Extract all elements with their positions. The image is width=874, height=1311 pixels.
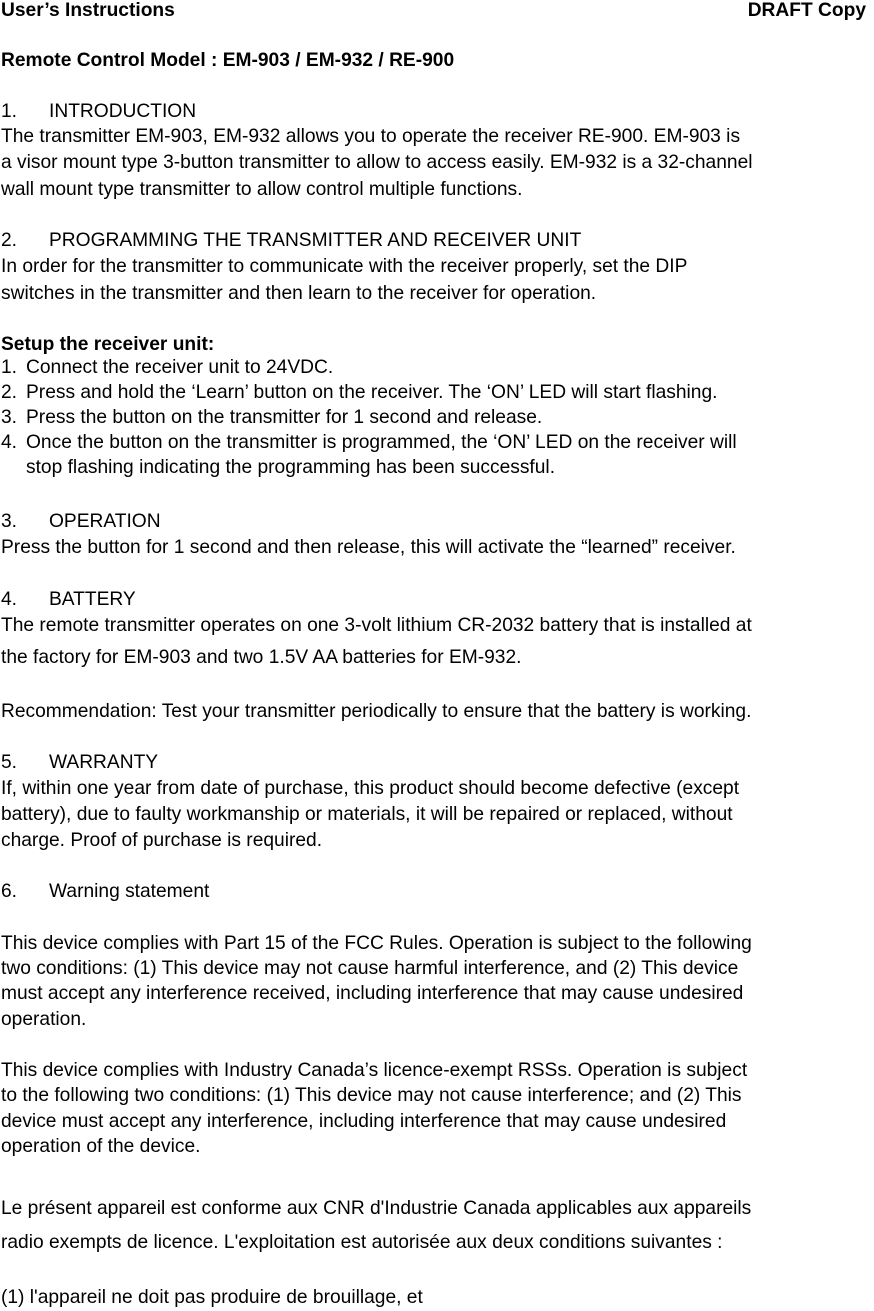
section-heading-battery xyxy=(1,588,136,612)
list-number: 1. xyxy=(1,357,18,378)
paragraph-line: Press the button for 1 second and then release, this will activate the “learned” receiver. xyxy=(1,537,736,558)
section-heading-programming xyxy=(1,229,581,253)
section-heading-operation xyxy=(1,510,161,534)
list-number: 2. xyxy=(1,382,18,403)
paragraph-line: The remote transmitter operates on one 3-volt lithium CR-2032 battery that is installed at xyxy=(1,615,752,636)
paragraph-line: This device complies with Industry Canada’s licence-exempt RSSs. Operation is subject xyxy=(1,1060,748,1081)
paragraph-line: switches in the transmitter and then learn to the receiver for operation. xyxy=(1,283,597,304)
paragraph-line: operation. xyxy=(1,1009,87,1030)
section-number: 5. xyxy=(1,752,18,773)
section-title: Warning statement xyxy=(49,881,210,902)
list-text: Press the button on the transmitter for 1 second and release. xyxy=(26,407,543,428)
section-number: 1. xyxy=(1,101,18,122)
paragraph-line: operation of the device. xyxy=(1,1136,201,1157)
model-line: Remote Control Model : EM-903 / EM-932 / RE-900 xyxy=(1,50,455,71)
section-heading-introduction xyxy=(1,100,196,124)
paragraph-line: a visor mount type 3-button transmitter to allow to access easily. EM-932 is a 32-channel xyxy=(1,152,753,173)
section-number: 6. xyxy=(1,881,18,902)
list-item xyxy=(1,381,717,405)
section-title: PROGRAMMING THE TRANSMITTER AND RECEIVER UNIT xyxy=(49,230,582,251)
paragraph-line: to the following two conditions: (1) This device may not cause interference; and (2) This xyxy=(1,1085,742,1106)
paragraph-line: The transmitter EM-903, EM-932 allows you to operate the receiver RE-900. EM-903 is xyxy=(1,126,741,147)
paragraph-line: radio exempts de licence. L'exploitation est autorisée aux deux conditions suivantes : xyxy=(1,1232,723,1253)
paragraph-line: device must accept any interference, including interference that may cause undesired xyxy=(1,1111,727,1132)
section-title: WARRANTY xyxy=(49,752,159,773)
list-item xyxy=(1,356,333,380)
list-item xyxy=(1,406,542,430)
paragraph-line: This device complies with Part 15 of the FCC Rules. Operation is subject to the following xyxy=(1,933,752,954)
list-item xyxy=(1,431,737,455)
section-title: BATTERY xyxy=(49,589,136,610)
paragraph-line: charge. Proof of purchase is required. xyxy=(1,830,323,851)
paragraph-line: wall mount type transmitter to allow control multiple functions. xyxy=(1,179,523,200)
list-number: 3. xyxy=(1,407,18,428)
section-heading-warning xyxy=(1,880,209,904)
paragraph-line: If, within one year from date of purchase, this product should become defective (except xyxy=(1,778,740,799)
header-title: User’s Instructions xyxy=(1,0,175,21)
section-title: OPERATION xyxy=(49,511,161,532)
section-title: INTRODUCTION xyxy=(49,101,197,122)
list-item-continuation: stop flashing indicating the programming has been successful. xyxy=(26,457,556,478)
paragraph-line: Le présent appareil est conforme aux CNR d'Industrie Canada applicables aux appareils xyxy=(1,1198,752,1219)
paragraph-line: In order for the transmitter to communicate with the receiver properly, set the DIP xyxy=(1,256,688,277)
section-number: 4. xyxy=(1,589,18,610)
paragraph-line: (1) l'appareil ne doit pas produire de brouillage, et xyxy=(1,1287,423,1308)
list-text: Connect the receiver unit to 24VDC. xyxy=(26,357,334,378)
section-number: 3. xyxy=(1,511,18,532)
subheading-setup: Setup the receiver unit: xyxy=(1,334,215,355)
draft-label: DRAFT Copy xyxy=(747,0,866,21)
recommendation: Recommendation: Test your transmitter periodically to ensure that the battery is working. xyxy=(1,701,752,722)
list-number: 4. xyxy=(1,432,18,453)
list-text: Once the button on the transmitter is programmed, the ‘ON’ LED on the receiver will xyxy=(26,432,737,453)
paragraph-line: battery), due to faulty workmanship or materials, it will be repaired or replaced, without xyxy=(1,804,733,825)
paragraph-line: must accept any interference received, including interference that may cause undesired xyxy=(1,983,744,1004)
paragraph-line: two conditions: (1) This device may not cause harmful interference, and (2) This device xyxy=(1,958,739,979)
section-heading-warranty xyxy=(1,751,158,775)
list-text: Press and hold the ‘Learn’ button on the receiver. The ‘ON’ LED will start flashing. xyxy=(26,382,718,403)
paragraph-line: the factory for EM-903 and two 1.5V AA batteries for EM-932. xyxy=(1,647,522,668)
section-number: 2. xyxy=(1,230,18,251)
